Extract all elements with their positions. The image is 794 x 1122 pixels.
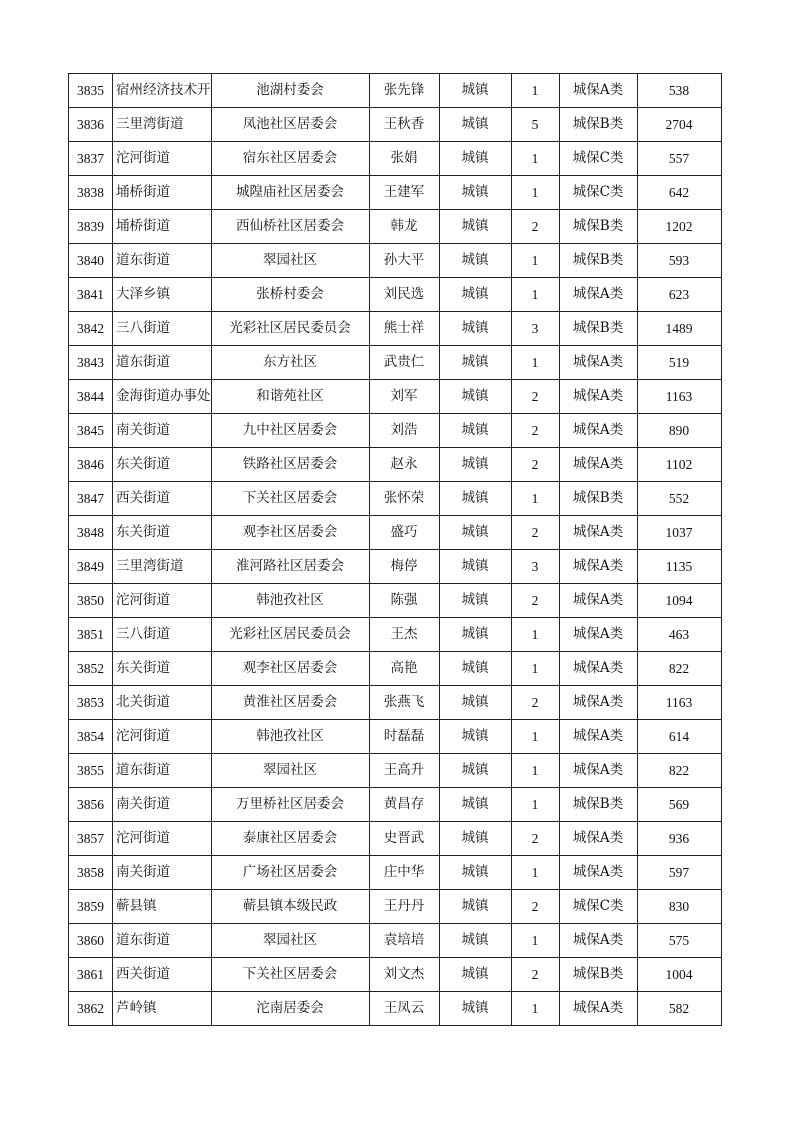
name-cell: 张先锋 — [369, 74, 439, 108]
category-cell: 城保B类 — [559, 788, 637, 822]
table-row — [69, 380, 722, 414]
type-cell: 城镇 — [439, 448, 511, 482]
type-cell: 城镇 — [439, 142, 511, 176]
street-cell: 蕲县镇 — [113, 890, 212, 924]
name-cell: 武贵仁 — [369, 346, 439, 380]
row-id-cell: 3836 — [69, 108, 113, 142]
type-cell: 城镇 — [439, 618, 511, 652]
table-row — [69, 584, 722, 618]
type-cell: 城镇 — [439, 890, 511, 924]
amount-cell: 1163 — [637, 380, 721, 414]
type-cell: 城镇 — [439, 822, 511, 856]
table-row — [69, 244, 722, 278]
household-count-cell: 2 — [511, 414, 559, 448]
amount-cell: 552 — [637, 482, 721, 516]
category-cell: 城保A类 — [559, 380, 637, 414]
category-cell: 城保B类 — [559, 244, 637, 278]
row-id-cell: 3841 — [69, 278, 113, 312]
table-row — [69, 856, 722, 890]
name-cell: 陈强 — [369, 584, 439, 618]
name-cell: 刘民选 — [369, 278, 439, 312]
community-cell: 和谐苑社区 — [211, 380, 369, 414]
table-row — [69, 176, 722, 210]
row-id-cell: 3845 — [69, 414, 113, 448]
row-id-cell: 3861 — [69, 958, 113, 992]
row-id-cell: 3840 — [69, 244, 113, 278]
household-count-cell: 2 — [511, 890, 559, 924]
amount-cell: 822 — [637, 652, 721, 686]
type-cell: 城镇 — [439, 380, 511, 414]
community-cell: 翠园社区 — [211, 924, 369, 958]
amount-cell: 1489 — [637, 312, 721, 346]
amount-cell: 1202 — [637, 210, 721, 244]
street-cell: 东关街道 — [113, 652, 212, 686]
name-cell: 袁培培 — [369, 924, 439, 958]
street-cell: 道东街道 — [113, 346, 212, 380]
amount-cell: 890 — [637, 414, 721, 448]
table-row — [69, 720, 722, 754]
community-cell: 蕲县镇本级民政 — [211, 890, 369, 924]
household-count-cell: 1 — [511, 856, 559, 890]
data-table — [68, 73, 722, 1026]
street-cell: 南关街道 — [113, 414, 212, 448]
community-cell: 淮河路社区居委会 — [211, 550, 369, 584]
type-cell: 城镇 — [439, 686, 511, 720]
row-id-cell: 3838 — [69, 176, 113, 210]
table-row — [69, 822, 722, 856]
name-cell: 黄昌存 — [369, 788, 439, 822]
table-row — [69, 278, 722, 312]
community-cell: 池湖村委会 — [211, 74, 369, 108]
household-count-cell: 2 — [511, 210, 559, 244]
street-cell: 南关街道 — [113, 856, 212, 890]
category-cell: 城保A类 — [559, 652, 637, 686]
amount-cell: 642 — [637, 176, 721, 210]
community-cell: 观李社区居委会 — [211, 516, 369, 550]
category-cell: 城保B类 — [559, 210, 637, 244]
row-id-cell: 3844 — [69, 380, 113, 414]
type-cell: 城镇 — [439, 278, 511, 312]
table-row — [69, 414, 722, 448]
category-cell: 城保A类 — [559, 516, 637, 550]
amount-cell: 538 — [637, 74, 721, 108]
row-id-cell: 3837 — [69, 142, 113, 176]
type-cell: 城镇 — [439, 584, 511, 618]
category-cell: 城保A类 — [559, 720, 637, 754]
name-cell: 梅停 — [369, 550, 439, 584]
street-cell: 沱河街道 — [113, 142, 212, 176]
row-id-cell: 3843 — [69, 346, 113, 380]
amount-cell: 1102 — [637, 448, 721, 482]
category-cell: 城保A类 — [559, 74, 637, 108]
community-cell: 翠园社区 — [211, 754, 369, 788]
household-count-cell: 1 — [511, 142, 559, 176]
table-row — [69, 142, 722, 176]
street-cell: 道东街道 — [113, 754, 212, 788]
name-cell: 王建军 — [369, 176, 439, 210]
category-cell: 城保A类 — [559, 754, 637, 788]
type-cell: 城镇 — [439, 516, 511, 550]
table-row — [69, 924, 722, 958]
amount-cell: 830 — [637, 890, 721, 924]
name-cell: 王丹丹 — [369, 890, 439, 924]
name-cell: 孙大平 — [369, 244, 439, 278]
household-count-cell: 1 — [511, 720, 559, 754]
household-count-cell: 1 — [511, 482, 559, 516]
street-cell: 宿州经济技术开 — [113, 74, 212, 108]
table-row — [69, 210, 722, 244]
community-cell: 光彩社区居民委员会 — [211, 618, 369, 652]
type-cell: 城镇 — [439, 176, 511, 210]
amount-cell: 1135 — [637, 550, 721, 584]
type-cell: 城镇 — [439, 856, 511, 890]
street-cell: 三八街道 — [113, 312, 212, 346]
row-id-cell: 3851 — [69, 618, 113, 652]
household-count-cell: 3 — [511, 550, 559, 584]
table-row — [69, 448, 722, 482]
category-cell: 城保A类 — [559, 414, 637, 448]
name-cell: 王凤云 — [369, 992, 439, 1026]
street-cell: 西关街道 — [113, 958, 212, 992]
household-count-cell: 2 — [511, 822, 559, 856]
amount-cell: 575 — [637, 924, 721, 958]
type-cell: 城镇 — [439, 346, 511, 380]
category-cell: 城保A类 — [559, 856, 637, 890]
street-cell: 南关街道 — [113, 788, 212, 822]
table-row — [69, 550, 722, 584]
community-cell: 宿东社区居委会 — [211, 142, 369, 176]
amount-cell: 597 — [637, 856, 721, 890]
row-id-cell: 3839 — [69, 210, 113, 244]
table-row — [69, 958, 722, 992]
type-cell: 城镇 — [439, 652, 511, 686]
category-cell: 城保A类 — [559, 278, 637, 312]
name-cell: 韩龙 — [369, 210, 439, 244]
name-cell: 王杰 — [369, 618, 439, 652]
amount-cell: 463 — [637, 618, 721, 652]
type-cell: 城镇 — [439, 924, 511, 958]
community-cell: 凤池社区居委会 — [211, 108, 369, 142]
amount-cell: 936 — [637, 822, 721, 856]
row-id-cell: 3858 — [69, 856, 113, 890]
name-cell: 王秋香 — [369, 108, 439, 142]
type-cell: 城镇 — [439, 958, 511, 992]
row-id-cell: 3856 — [69, 788, 113, 822]
amount-cell: 2704 — [637, 108, 721, 142]
household-count-cell: 1 — [511, 788, 559, 822]
name-cell: 高艳 — [369, 652, 439, 686]
street-cell: 道东街道 — [113, 244, 212, 278]
table-row — [69, 108, 722, 142]
table-row — [69, 516, 722, 550]
community-cell: 下关社区居委会 — [211, 482, 369, 516]
household-count-cell: 1 — [511, 924, 559, 958]
street-cell: 芦岭镇 — [113, 992, 212, 1026]
type-cell: 城镇 — [439, 482, 511, 516]
amount-cell: 623 — [637, 278, 721, 312]
row-id-cell: 3835 — [69, 74, 113, 108]
community-cell: 下关社区居委会 — [211, 958, 369, 992]
row-id-cell: 3850 — [69, 584, 113, 618]
amount-cell: 557 — [637, 142, 721, 176]
name-cell: 史晋武 — [369, 822, 439, 856]
community-cell: 广场社区居委会 — [211, 856, 369, 890]
household-count-cell: 1 — [511, 244, 559, 278]
row-id-cell: 3849 — [69, 550, 113, 584]
household-count-cell: 1 — [511, 176, 559, 210]
name-cell: 庄中华 — [369, 856, 439, 890]
table-row — [69, 618, 722, 652]
community-cell: 九中社区居委会 — [211, 414, 369, 448]
category-cell: 城保B类 — [559, 108, 637, 142]
row-id-cell: 3852 — [69, 652, 113, 686]
category-cell: 城保C类 — [559, 890, 637, 924]
category-cell: 城保B类 — [559, 482, 637, 516]
category-cell: 城保A类 — [559, 686, 637, 720]
community-cell: 光彩社区居民委员会 — [211, 312, 369, 346]
name-cell: 张怀荣 — [369, 482, 439, 516]
name-cell: 张燕飞 — [369, 686, 439, 720]
street-cell: 沱河街道 — [113, 822, 212, 856]
row-id-cell: 3846 — [69, 448, 113, 482]
street-cell: 西关街道 — [113, 482, 212, 516]
row-id-cell: 3857 — [69, 822, 113, 856]
community-cell: 韩池孜社区 — [211, 584, 369, 618]
community-cell: 东方社区 — [211, 346, 369, 380]
type-cell: 城镇 — [439, 720, 511, 754]
household-count-cell: 1 — [511, 278, 559, 312]
household-count-cell: 2 — [511, 380, 559, 414]
name-cell: 赵永 — [369, 448, 439, 482]
category-cell: 城保A类 — [559, 822, 637, 856]
amount-cell: 519 — [637, 346, 721, 380]
row-id-cell: 3859 — [69, 890, 113, 924]
household-count-cell: 2 — [511, 686, 559, 720]
name-cell: 王高升 — [369, 754, 439, 788]
category-cell: 城保A类 — [559, 924, 637, 958]
name-cell: 刘浩 — [369, 414, 439, 448]
street-cell: 金海街道办事处 — [113, 380, 212, 414]
community-cell: 沱南居委会 — [211, 992, 369, 1026]
amount-cell: 582 — [637, 992, 721, 1026]
street-cell: 北关街道 — [113, 686, 212, 720]
row-id-cell: 3855 — [69, 754, 113, 788]
table-row — [69, 788, 722, 822]
table-row — [69, 482, 722, 516]
community-cell: 张桥村委会 — [211, 278, 369, 312]
street-cell: 大泽乡镇 — [113, 278, 212, 312]
type-cell: 城镇 — [439, 74, 511, 108]
type-cell: 城镇 — [439, 550, 511, 584]
type-cell: 城镇 — [439, 788, 511, 822]
table-row — [69, 890, 722, 924]
street-cell: 道东街道 — [113, 924, 212, 958]
category-cell: 城保B类 — [559, 958, 637, 992]
household-count-cell: 1 — [511, 992, 559, 1026]
household-count-cell: 2 — [511, 958, 559, 992]
table-row — [69, 74, 722, 108]
street-cell: 东关街道 — [113, 448, 212, 482]
type-cell: 城镇 — [439, 210, 511, 244]
amount-cell: 1163 — [637, 686, 721, 720]
amount-cell: 614 — [637, 720, 721, 754]
household-count-cell: 1 — [511, 346, 559, 380]
community-cell: 黄淮社区居委会 — [211, 686, 369, 720]
street-cell: 沱河街道 — [113, 720, 212, 754]
category-cell: 城保A类 — [559, 346, 637, 380]
name-cell: 盛巧 — [369, 516, 439, 550]
amount-cell: 593 — [637, 244, 721, 278]
category-cell: 城保A类 — [559, 584, 637, 618]
type-cell: 城镇 — [439, 414, 511, 448]
category-cell: 城保A类 — [559, 618, 637, 652]
name-cell: 刘军 — [369, 380, 439, 414]
table-row — [69, 686, 722, 720]
table-row — [69, 312, 722, 346]
amount-cell: 1094 — [637, 584, 721, 618]
amount-cell: 1037 — [637, 516, 721, 550]
row-id-cell: 3842 — [69, 312, 113, 346]
household-count-cell: 1 — [511, 74, 559, 108]
name-cell: 张娟 — [369, 142, 439, 176]
row-id-cell: 3853 — [69, 686, 113, 720]
amount-cell: 822 — [637, 754, 721, 788]
category-cell: 城保A类 — [559, 550, 637, 584]
household-count-cell: 2 — [511, 584, 559, 618]
row-id-cell: 3854 — [69, 720, 113, 754]
table-row — [69, 652, 722, 686]
type-cell: 城镇 — [439, 108, 511, 142]
row-id-cell: 3862 — [69, 992, 113, 1026]
street-cell: 沱河街道 — [113, 584, 212, 618]
row-id-cell: 3860 — [69, 924, 113, 958]
name-cell: 时磊磊 — [369, 720, 439, 754]
table-row — [69, 992, 722, 1026]
street-cell: 三里湾街道 — [113, 108, 212, 142]
type-cell: 城镇 — [439, 244, 511, 278]
street-cell: 东关街道 — [113, 516, 212, 550]
row-id-cell: 3848 — [69, 516, 113, 550]
name-cell: 熊士祥 — [369, 312, 439, 346]
household-count-cell: 3 — [511, 312, 559, 346]
category-cell: 城保C类 — [559, 142, 637, 176]
community-cell: 泰康社区居委会 — [211, 822, 369, 856]
household-count-cell: 1 — [511, 652, 559, 686]
household-count-cell: 5 — [511, 108, 559, 142]
category-cell: 城保A类 — [559, 992, 637, 1026]
community-cell: 城隍庙社区居委会 — [211, 176, 369, 210]
type-cell: 城镇 — [439, 754, 511, 788]
name-cell: 刘文杰 — [369, 958, 439, 992]
community-cell: 翠园社区 — [211, 244, 369, 278]
street-cell: 埇桥街道 — [113, 176, 212, 210]
household-count-cell: 1 — [511, 618, 559, 652]
amount-cell: 569 — [637, 788, 721, 822]
street-cell: 三里湾街道 — [113, 550, 212, 584]
community-cell: 西仙桥社区居委会 — [211, 210, 369, 244]
category-cell: 城保A类 — [559, 448, 637, 482]
amount-cell: 1004 — [637, 958, 721, 992]
row-id-cell: 3847 — [69, 482, 113, 516]
category-cell: 城保B类 — [559, 312, 637, 346]
household-count-cell: 2 — [511, 448, 559, 482]
community-cell: 铁路社区居委会 — [211, 448, 369, 482]
type-cell: 城镇 — [439, 312, 511, 346]
street-cell: 三八街道 — [113, 618, 212, 652]
community-cell: 万里桥社区居委会 — [211, 788, 369, 822]
household-count-cell: 1 — [511, 754, 559, 788]
community-cell: 观李社区居委会 — [211, 652, 369, 686]
table-row — [69, 754, 722, 788]
street-cell: 埇桥街道 — [113, 210, 212, 244]
type-cell: 城镇 — [439, 992, 511, 1026]
table-body — [69, 74, 722, 1026]
category-cell: 城保C类 — [559, 176, 637, 210]
community-cell: 韩池孜社区 — [211, 720, 369, 754]
table-row — [69, 346, 722, 380]
household-count-cell: 2 — [511, 516, 559, 550]
